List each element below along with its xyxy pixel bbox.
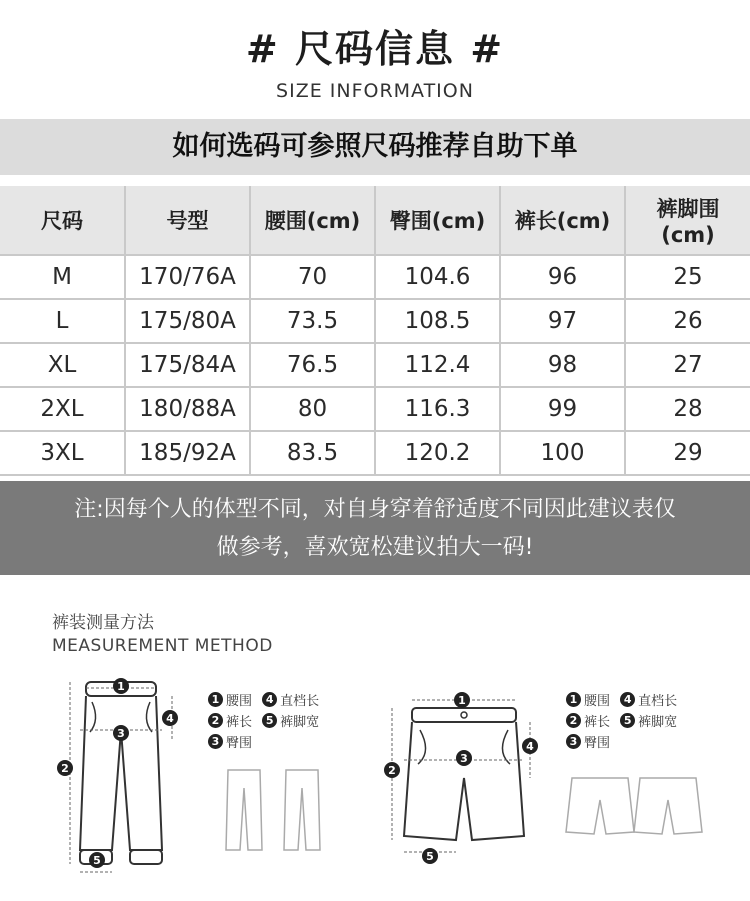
table-cell: 3XL	[0, 431, 125, 475]
header-hip: 臀围(cm)	[375, 186, 500, 255]
table-cell: 98	[500, 343, 625, 387]
table-cell: M	[0, 255, 125, 299]
legend-label: 裤长	[226, 715, 253, 730]
table-cell: 27	[625, 343, 750, 387]
table-cell: 25	[625, 255, 750, 299]
legend-number: 3	[208, 734, 223, 749]
shorts-legs	[404, 722, 524, 840]
table-cell: 73.5	[250, 299, 375, 343]
table-cell: 175/84A	[125, 343, 250, 387]
table-row	[0, 431, 750, 475]
size-table	[0, 186, 750, 476]
table-cell: 80	[250, 387, 375, 431]
legend-number: 1	[566, 692, 581, 707]
table-cell: 70	[250, 255, 375, 299]
legend-number: 2	[208, 713, 223, 728]
svg-text:4: 4	[166, 712, 174, 725]
legend-label: 裤脚宽	[280, 715, 320, 730]
long-pants-thumbnails	[226, 770, 320, 850]
header-hem-line1: 裤脚围	[656, 197, 720, 221]
page-title: # 尺码信息 #	[245, 27, 505, 71]
legend-number: 4	[620, 692, 635, 707]
table-cell: 170/76A	[125, 255, 250, 299]
header-hem-line2: (cm)	[661, 223, 715, 247]
legend-label: 臀围	[226, 736, 253, 751]
legend-number: 3	[566, 734, 581, 749]
header-hem	[625, 186, 750, 255]
table-cell: 104.6	[375, 255, 500, 299]
page-subtitle: SIZE INFORMATION	[276, 80, 474, 102]
table-row	[0, 255, 750, 299]
shorts-thumbnails	[566, 778, 702, 834]
table-header-row	[0, 186, 750, 255]
sizing-note	[0, 481, 750, 575]
table-cell: 175/80A	[125, 299, 250, 343]
svg-text:1: 1	[117, 680, 125, 693]
legend-number: 2	[566, 713, 581, 728]
table-cell: 180/88A	[125, 387, 250, 431]
table-cell: 116.3	[375, 387, 500, 431]
table-cell: 28	[625, 387, 750, 431]
legend-number: 5	[620, 713, 635, 728]
long-pants-illustration	[80, 682, 162, 864]
table-cell: 26	[625, 299, 750, 343]
legend-number: 1	[208, 692, 223, 707]
legend-shorts	[566, 690, 683, 753]
legend-label: 腰围	[584, 694, 611, 709]
shorts-illustration	[404, 708, 524, 840]
legend-long-pants	[208, 690, 325, 753]
svg-text:2: 2	[388, 764, 396, 777]
table-cell: 99	[500, 387, 625, 431]
pants-legs	[80, 696, 162, 850]
table-cell: 29	[625, 431, 750, 475]
legend-number: 5	[262, 713, 277, 728]
svg-text:5: 5	[426, 850, 434, 863]
size-guide-banner: 如何选码可参照尺码推荐自助下单	[0, 119, 750, 175]
legend-label: 腰围	[226, 694, 253, 709]
table-cell: 2XL	[0, 387, 125, 431]
svg-text:4: 4	[526, 740, 534, 753]
legend-label: 裤长	[584, 715, 611, 730]
svg-text:3: 3	[460, 752, 468, 765]
note-line-1: 注:因每个人的体型不同，对自身穿着舒适度不同因此建议表仅	[74, 497, 676, 522]
shorts-waistband	[412, 708, 516, 722]
header-waist: 腰围(cm)	[250, 186, 375, 255]
table-cell: 83.5	[250, 431, 375, 475]
table-cell: 185/92A	[125, 431, 250, 475]
table-cell: 96	[500, 255, 625, 299]
table-cell: 97	[500, 299, 625, 343]
svg-text:3: 3	[117, 727, 125, 740]
legend-label: 裤脚宽	[638, 715, 678, 730]
measurement-title-en: MEASUREMENT METHOD	[52, 636, 273, 656]
table-cell: 108.5	[375, 299, 500, 343]
svg-text:5: 5	[93, 854, 101, 867]
legend-label: 臀围	[584, 736, 611, 751]
table-row	[0, 299, 750, 343]
header-size: 尺码	[0, 186, 125, 255]
table-cell: L	[0, 299, 125, 343]
header-model: 号型	[125, 186, 250, 255]
table-cell: 100	[500, 431, 625, 475]
table-cell: 120.2	[375, 431, 500, 475]
pants-cuff-right	[130, 850, 162, 864]
note-line-2: 做参考，喜欢宽松建议拍大一码!	[216, 535, 534, 560]
table-cell: XL	[0, 343, 125, 387]
table-row	[0, 343, 750, 387]
measurement-title-cn: 裤装测量方法	[52, 613, 154, 633]
table-cell: 112.4	[375, 343, 500, 387]
header-length: 裤长(cm)	[500, 186, 625, 255]
svg-text:2: 2	[61, 762, 69, 775]
legend-label: 直档长	[638, 694, 678, 709]
legend-label: 直档长	[280, 694, 320, 709]
table-cell: 76.5	[250, 343, 375, 387]
svg-text:1: 1	[458, 694, 466, 707]
table-row	[0, 387, 750, 431]
legend-number: 4	[262, 692, 277, 707]
